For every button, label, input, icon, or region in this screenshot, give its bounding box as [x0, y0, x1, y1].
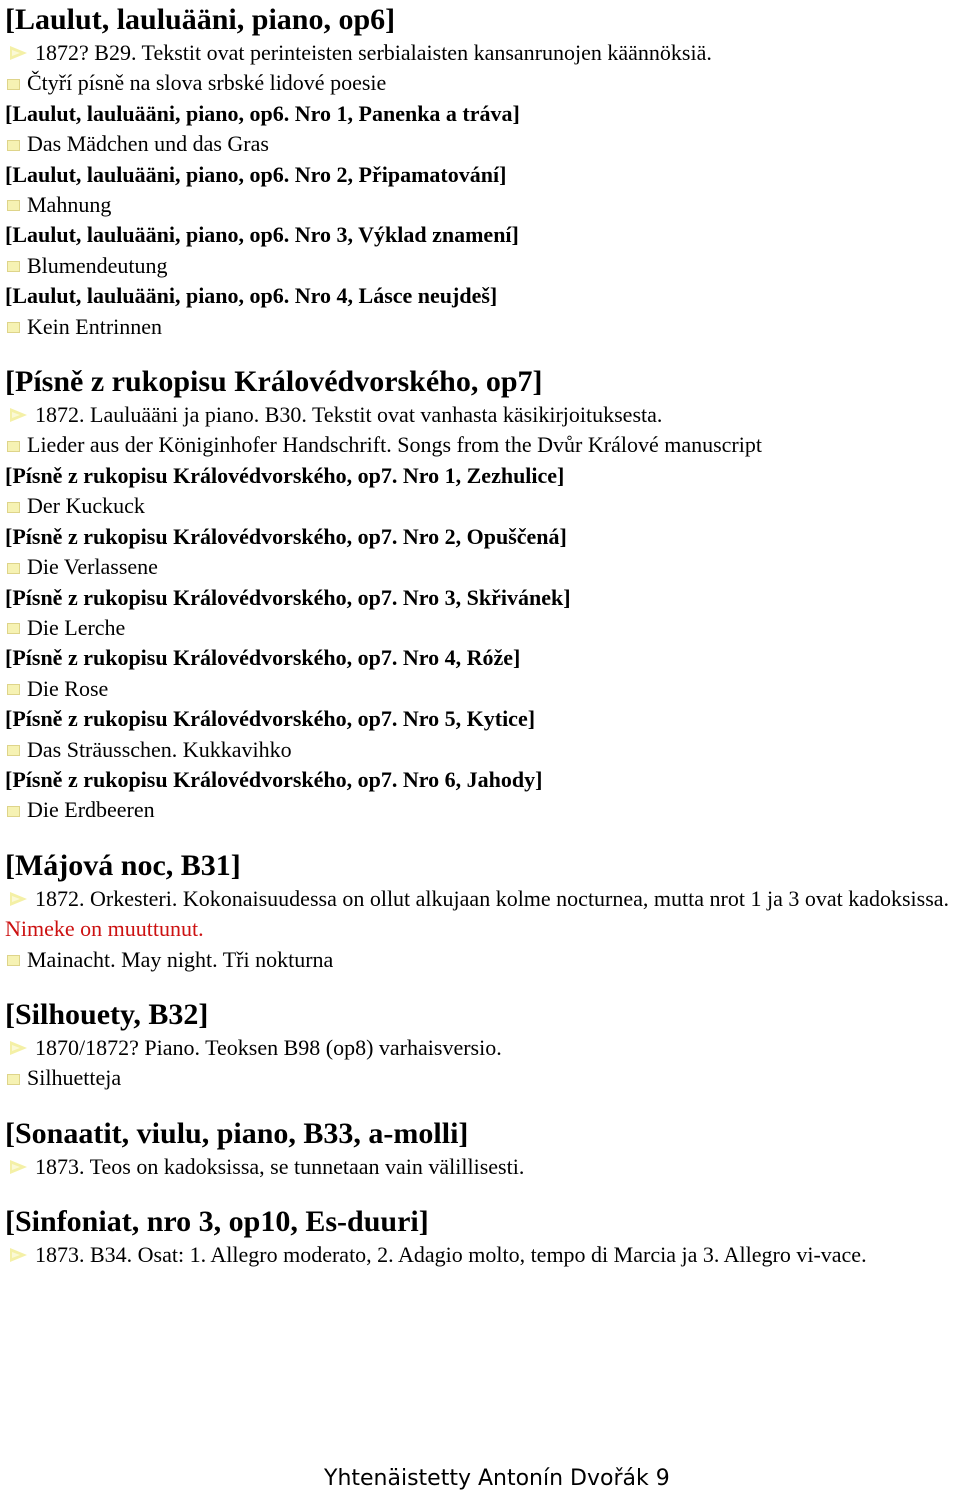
- entry-description: [5, 38, 950, 68]
- sub-entry-heading: [5, 160, 950, 190]
- line-text: [Laulut, lauluääni, piano, op6. Nro 3, Výklad znamení]: [5, 222, 519, 248]
- line-text: [Písně z rukopisu Královédvorského, op7. Nro 1, Zezhulice]: [5, 462, 565, 488]
- line-text: Mainacht. May night. Tři nokturna: [27, 946, 334, 972]
- entry-description: [5, 884, 950, 945]
- alternate-title: [5, 735, 950, 765]
- alternate-title: [5, 552, 950, 582]
- sub-entry-heading: [5, 704, 950, 734]
- sub-entry-heading: [5, 522, 950, 552]
- work-entry: [5, 997, 950, 1094]
- line-text: [Laulut, lauluääni, piano, op6. Nro 2, Připamatování]: [5, 161, 507, 187]
- alternate-title: [5, 312, 950, 342]
- line-text: [Písně z rukopisu Královédvorského, op7. Nro 4, Róže]: [5, 645, 521, 671]
- entry-title: [Sinfoniat, nro 3, op10, Es-duuri]: [5, 1205, 429, 1239]
- line-text: 1870/1872? Piano. Teoksen B98 (op8) varhaisversio.: [35, 1034, 502, 1060]
- alternate-title: [5, 430, 950, 460]
- note-bullet-icon: [7, 563, 20, 574]
- note-bullet-icon: [7, 79, 20, 90]
- arrow-bullet-icon: [5, 1160, 31, 1174]
- entry-description: [5, 1033, 950, 1063]
- page-footer: Yhtenäistetty Antonín Dvořák 9: [324, 1466, 670, 1491]
- line-text: Mahnung: [27, 192, 112, 218]
- work-entry: [5, 1116, 950, 1182]
- sub-entry-heading: [5, 220, 950, 250]
- note-bullet-icon: [7, 745, 20, 756]
- entry-description: [5, 1240, 950, 1270]
- entries-list: [5, 2, 950, 1271]
- alternate-title: [5, 1063, 950, 1093]
- line-text: Blumendeutung: [27, 252, 168, 278]
- line-text: Die Verlassene: [27, 554, 158, 580]
- note-bullet-icon: [7, 441, 20, 452]
- entry-title: [Silhouety, B32]: [5, 997, 209, 1031]
- alternate-title: [5, 68, 950, 98]
- arrow-bullet-icon: [5, 1041, 31, 1055]
- note-bullet-icon: [7, 140, 20, 151]
- entry-title: [Písně z rukopisu Královédvorského, op7]: [5, 365, 543, 399]
- line-text: 1872? B29. Tekstit ovat perinteisten serbialaisten kansanrunojen käännöksiä.: [35, 40, 712, 65]
- entry-title: [Sonaatit, viulu, piano, B33, a-molli]: [5, 1116, 469, 1150]
- alternate-title: [5, 129, 950, 159]
- line-text: [Písně z rukopisu Královédvorského, op7. Nro 5, Kytice]: [5, 706, 536, 732]
- line-text: [Laulut, lauluääni, piano, op6. Nro 1, Panenka a tráva]: [5, 100, 520, 126]
- entry-title: [Májová noc, B31]: [5, 848, 241, 882]
- line-text: [Písně z rukopisu Královédvorského, op7. Nro 6, Jahody]: [5, 766, 543, 792]
- work-entry: [5, 848, 950, 975]
- note-bullet-icon: [7, 623, 20, 634]
- sub-entry-heading: [5, 765, 950, 795]
- note-bullet-icon: [7, 322, 20, 333]
- line-text: Čtyří písně na slova srbské lidové poesie: [27, 70, 387, 96]
- arrow-bullet-icon: [5, 892, 31, 906]
- alternate-title: [5, 613, 950, 643]
- alternate-title: [5, 795, 950, 825]
- line-text: [Laulut, lauluääni, piano, op6. Nro 4, Lásce neujdeš]: [5, 283, 498, 309]
- work-entry: [5, 364, 950, 826]
- line-text: [Písně z rukopisu Královédvorského, op7. Nro 3, Skřivánek]: [5, 584, 571, 610]
- arrow-bullet-icon: [5, 408, 31, 422]
- alternate-title: [5, 945, 950, 975]
- line-text: Lieder aus der Königinhofer Handschrift. Songs from the Dvůr Králové manuscript: [27, 432, 762, 458]
- line-text: [Písně z rukopisu Královédvorského, op7. Nro 2, Opuščená]: [5, 523, 567, 549]
- line-text: 1873. B34. Osat: 1. Allegro moderato, 2. Adagio molto, tempo di Marcia ja 3. Allegro vi-vace.: [35, 1242, 867, 1268]
- arrow-bullet-icon: [5, 46, 31, 60]
- sub-entry-heading: [5, 281, 950, 311]
- line-text: Die Rose: [27, 675, 109, 701]
- work-entry: [5, 1204, 950, 1270]
- line-text: 1872. Orkesteri. Kokonaisuudessa on ollut alkujaan kolme nocturnea, mutta nrot 1 ja 3 ovat kadoksissa.: [35, 885, 950, 911]
- alternate-title: [5, 491, 950, 521]
- line-text: 1872. Lauluääni ja piano. B30. Tekstit ovat vanhasta käsikirjoituksesta.: [35, 402, 663, 428]
- line-text: Kein Entrinnen: [27, 313, 163, 339]
- sub-entry-heading: [5, 99, 950, 129]
- line-text: Das Sträusschen. Kukkavihko: [27, 736, 292, 762]
- note-bullet-icon: [7, 955, 20, 966]
- alternate-title: [5, 251, 950, 281]
- note-bullet-icon: [7, 502, 20, 513]
- note-bullet-icon: [7, 1074, 20, 1085]
- entry-description: [5, 400, 950, 430]
- line-text: Das Mädchen und das Gras: [27, 131, 269, 157]
- alternate-title: [5, 674, 950, 704]
- arrow-bullet-icon: [5, 1248, 31, 1262]
- note-bullet-icon: [7, 806, 20, 817]
- alternate-title: [5, 190, 950, 220]
- note-bullet-icon: [7, 200, 20, 211]
- sub-entry-heading: [5, 643, 950, 673]
- note-bullet-icon: [7, 684, 20, 695]
- changed-title-note: Nimeke on muuttunut.: [5, 916, 204, 942]
- line-text: 1873. Teos on kadoksissa, se tunnetaan vain välillisesti.: [35, 1153, 525, 1179]
- note-bullet-icon: [7, 261, 20, 272]
- sub-entry-heading: [5, 583, 950, 613]
- line-text: Die Erdbeeren: [27, 797, 155, 823]
- entry-title: [Laulut, lauluääni, piano, op6]: [5, 3, 396, 36]
- sub-entry-heading: [5, 461, 950, 491]
- line-text: Die Lerche: [27, 614, 126, 640]
- work-entry: [5, 2, 950, 342]
- entry-description: [5, 1152, 950, 1182]
- line-text: Silhuetteja: [27, 1065, 122, 1091]
- document-page: [5, 2, 950, 1271]
- line-text: Der Kuckuck: [27, 493, 145, 519]
